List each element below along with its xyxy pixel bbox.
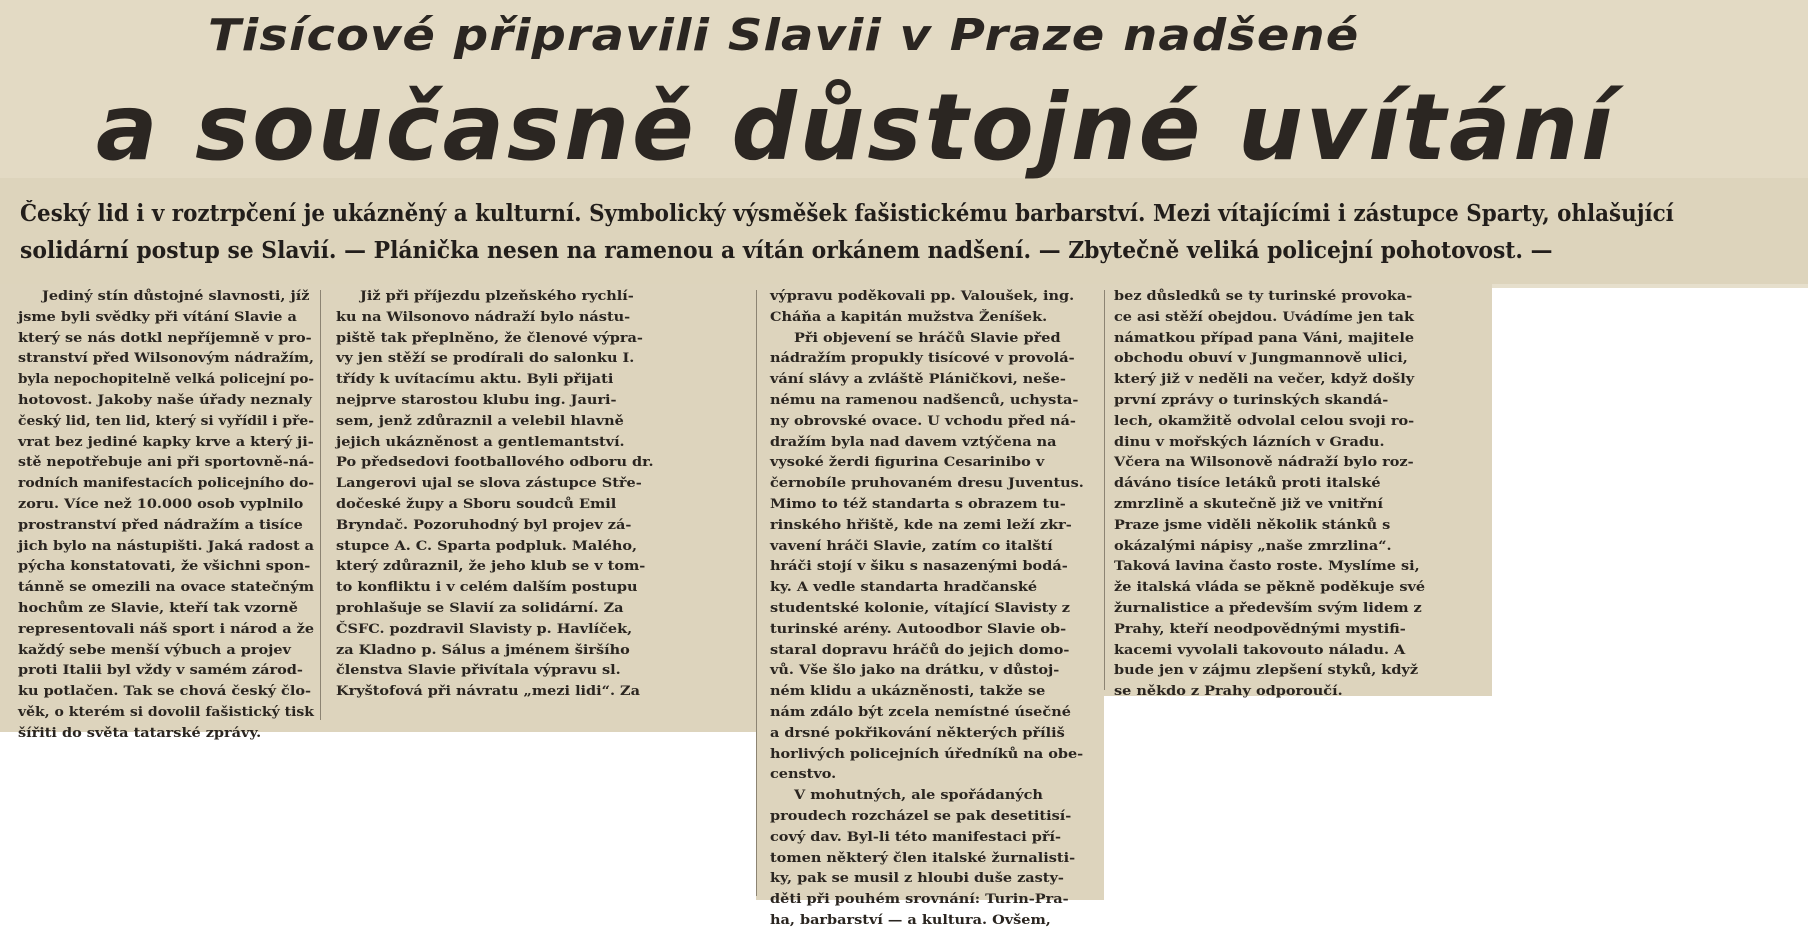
article-column-2 — [336, 286, 744, 702]
article-text-line: horlivých policejních úředníků na obe- — [770, 745, 1084, 762]
article-text-line: námatkou případ pana Váni, majitele — [1114, 329, 1415, 346]
article-text-line: obchodu obuví v Jungmannově ulici, — [1114, 350, 1408, 367]
article-text-line: dinu v mořských lázních v Gradu. — [1114, 433, 1385, 450]
article-text-line: vy jen stěží se prodírali do salonku I. — [336, 350, 635, 367]
article-text-line: že italská vláda se pěkně poděkuje své — [1114, 579, 1426, 596]
article-text-line: vavení hráči Slavie, zatím co italští — [770, 537, 1053, 554]
article-text-line: který se nás dotkl nepříjemně v pro- — [18, 329, 312, 346]
article-text-line: český lid, ten lid, který si vyřídil i pře- — [18, 412, 314, 429]
article-text-line: stě nepotřebuje ani při sportovně-ná- — [18, 454, 314, 471]
article-text-line: jejich ukázněnost a gentlemantství. — [336, 433, 625, 450]
article-text-line: dočeské župy a Sboru soudců Emil — [336, 495, 617, 512]
article-text-line: proudech rozcházel se pak desetitisí- — [770, 807, 1072, 824]
column-divider — [756, 290, 757, 896]
article-text-line: censtvo. — [770, 766, 837, 783]
article-text-line: rinského hřiště, kde na zemi leží zkr- — [770, 516, 1072, 533]
article-text-line: vysoké žerdi figurina Cesarinibo v — [770, 454, 1045, 471]
article-text-line: ce asi stěží obejdou. Uvádíme jen tak — [1114, 308, 1414, 325]
article-text-line: nádražím propukly tisícové v provolá- — [770, 350, 1075, 367]
article-column-1 — [18, 286, 314, 744]
article-text-line: lech, okamžitě odvolal celou svoji ro- — [1114, 412, 1415, 429]
article-text-line: tomen některý člen italské žurnalisti- — [770, 849, 1076, 866]
article-text-line: Langerovi ujal se slova zástupce Stře- — [336, 475, 642, 492]
article-text-line: dáváno tisíce letáků proti italské — [1114, 475, 1381, 492]
article-text-line: vání slávy a zvláště Pláničkovi, neše- — [770, 371, 1066, 388]
article-text-line: každý sebe menší výbuch a projev — [18, 641, 291, 658]
article-text-line: bez důsledků se ty turinské provoka- — [1114, 288, 1413, 304]
article-text-line: hráči stojí v šiku s nasazenými bodá- — [770, 558, 1068, 575]
article-text-line: tánně se omezili na ovace statečným — [18, 579, 314, 596]
article-text-line: dražím byla nad davem vztýčena na — [770, 433, 1057, 450]
article-text-line: pýcha konstatovati, že všichni spon- — [18, 558, 311, 575]
article-text-line: zoru. Více než 10.000 osob vyplnilo — [18, 495, 304, 512]
article-text-line: členstva Slavie přivítala výpravu sl. — [336, 662, 621, 679]
article-text-line: rodních manifestacích policejního do- — [18, 475, 314, 492]
article-column-4 — [1114, 286, 1486, 702]
article-text-line: výpravu poděkovali pp. Valoušek, ing. — [770, 288, 1075, 304]
article-text-line: okázalými nápisy „naše zmrzlina“. — [1114, 537, 1392, 554]
article-text-line: cový dav. Byl-li této manifestaci pří- — [770, 828, 1062, 845]
article-text-line: jsme byli svědky při vítání Slavie a — [18, 308, 297, 325]
article-text-line: první zprávy o turinských skandá- — [1114, 391, 1389, 408]
article-text-line: Jediný stín důstojné slavnosti, jíž — [42, 288, 310, 304]
article-text-line: děti při pouhém srovnání: Turin-Pra- — [770, 891, 1069, 908]
article-text-line: proti Italii byl vždy v samém zárod- — [18, 662, 303, 679]
article-text-line: černobíle pruhovaném dresu Juventus. — [770, 475, 1084, 492]
paper-background-edge — [1492, 284, 1808, 288]
paper-background-deck — [0, 178, 1808, 284]
column-divider — [1104, 290, 1105, 690]
article-text-line: nému na ramenou nadšenců, uchysta- — [770, 391, 1079, 408]
article-text-line: hotovost. Jakoby naše úřady neznaly — [18, 391, 312, 408]
article-text-line: ky. A vedle standarta hradčanské — [770, 579, 1038, 596]
article-text-line: který zdůraznil, že jeho klub se v tom- — [336, 558, 646, 575]
article-text-line: prostranství před nádražím a tisíce — [18, 516, 303, 533]
article-text-line: turinské arény. Autoodbor Slavie ob- — [770, 620, 1067, 637]
article-text-line: byla nepochopitelně velká policejní po- — [18, 371, 314, 388]
article-text-line: prohlašuje se Slavií za solidární. Za — [336, 599, 624, 616]
article-text-line: sem, jenž zdůraznil a velebil hlavně — [336, 412, 624, 429]
subheading-line-2: solidární postup se Slavií. — Plánička nesen na ramenou a vítán orkánem nadšení. — Zbytečně veliká policejní pohotovost. — — [20, 237, 1553, 264]
article-text-line: stupce A. C. Sparta podpluk. Malého, — [336, 537, 638, 554]
article-text-line: vů. Vše šlo jako na drátku, v důstoj- — [770, 662, 1060, 679]
article-text-line: a drsné pokřikování některých příliš — [770, 724, 1065, 741]
article-text-line: piště tak přeplněno, že členové výpra- — [336, 329, 643, 346]
article-text-line: věk, o kterém si dovolil fašistický tisk — [18, 703, 314, 720]
article-text-line: staral dopravu hráčů do jejich domo- — [770, 641, 1070, 658]
article-text-line: nejprve starostou klubu ing. Jauri- — [336, 391, 617, 408]
article-text-line: vrat bez jediné kapky krve a který ji- — [18, 433, 314, 450]
article-text-line: Po předsedovi footballového odboru dr. — [336, 454, 654, 471]
article-text-line: se někdo z Prahy odporoučí. — [1114, 683, 1343, 700]
article-column-3 — [770, 286, 1096, 931]
article-text-line: žurnalistice a především svým lidem z — [1114, 599, 1422, 616]
article-text-line: Kryštofová při návratu „mezi lidi“. Za — [336, 683, 640, 700]
article-text-line: representovali náš sport i národ a že — [18, 620, 314, 637]
article-text-line: hochům ze Slavie, kteří tak vzorně — [18, 599, 299, 616]
article-text-line: nám zdálo být zcela nemístné úsečné — [770, 703, 1071, 720]
article-text-line: Při objevení se hráčů Slavie před — [794, 329, 1061, 346]
article-text-line: stranství před Wilsonovým nádražím, — [18, 350, 314, 367]
article-text-line: za Kladno p. Sálus a jménem širšího — [336, 641, 630, 658]
article-text-line: šířiti do světa tatarské zprávy. — [18, 724, 262, 741]
article-text-line: kacemi vyvolali takovouto náladu. A — [1114, 641, 1406, 658]
article-text-line: ky, pak se musil z hloubi duše zasty- — [770, 870, 1064, 887]
article-text-line: Taková lavina často roste. Myslíme si, — [1114, 558, 1420, 575]
headline-top-line: Tisícové připravili Slavii v Praze nadšené — [208, 10, 1360, 61]
article-text-line: třídy k uvítacímu aktu. Byli přijati — [336, 371, 614, 388]
article-text-line: to konfliktu i v celém dalším postupu — [336, 579, 638, 596]
column-divider — [320, 290, 321, 720]
article-text-line: jich bylo na nástupišti. Jaká radost a — [18, 537, 314, 554]
article-text-line: Bryndač. Pozoruhodný byl projev zá- — [336, 516, 632, 533]
article-text-line: studentské kolonie, vítající Slavisty z — [770, 599, 1071, 616]
article-text-line: bude jen v zájmu zlepšení styků, když — [1114, 662, 1419, 679]
article-text-line: který již v neděli na večer, když došly — [1114, 371, 1415, 388]
headline-main-line: a současně důstojné uvítání — [96, 74, 1616, 181]
subheading-line-1: Český lid i v roztrpčení je ukázněný a kulturní. Symbolický výsměšek fašistickému barbarství. Mezi vítajícími i zástupce Sparty, ohlašující — [20, 200, 1674, 227]
article-text-line: Mimo to též standarta s obrazem tu- — [770, 495, 1066, 512]
article-text-line: ku na Wilsonovo nádraží bylo nástu- — [336, 308, 631, 325]
article-text-line: ny obrovské ovace. U vchodu před ná- — [770, 412, 1076, 429]
article-text-line: Prahy, kteří neodpovědnými mystifi- — [1114, 620, 1406, 637]
article-text-line: ČSFC. pozdravil Slavisty p. Havlíček, — [336, 620, 633, 637]
article-text-line: ku potlačen. Tak se chová český člo- — [18, 683, 311, 700]
article-text-line: Praze jsme viděli několik stánků s — [1114, 516, 1391, 533]
article-text-line: ha, barbarství — a kultura. Ovšem, — [770, 911, 1051, 928]
article-text-line: Již při příjezdu plzeňského rychlí- — [360, 288, 634, 304]
article-text-line: zmrzlině a skutečně již ve vnitřní — [1114, 495, 1383, 512]
article-text-line: Cháňa a kapitán mužstva Ženíšek. — [770, 308, 1048, 325]
article-text-line: ném klidu a ukázněnosti, takže se — [770, 683, 1046, 700]
article-text-line: V mohutných, ale spořádaných — [794, 787, 1043, 804]
article-text-line: Včera na Wilsonově nádraží bylo roz- — [1114, 454, 1414, 471]
